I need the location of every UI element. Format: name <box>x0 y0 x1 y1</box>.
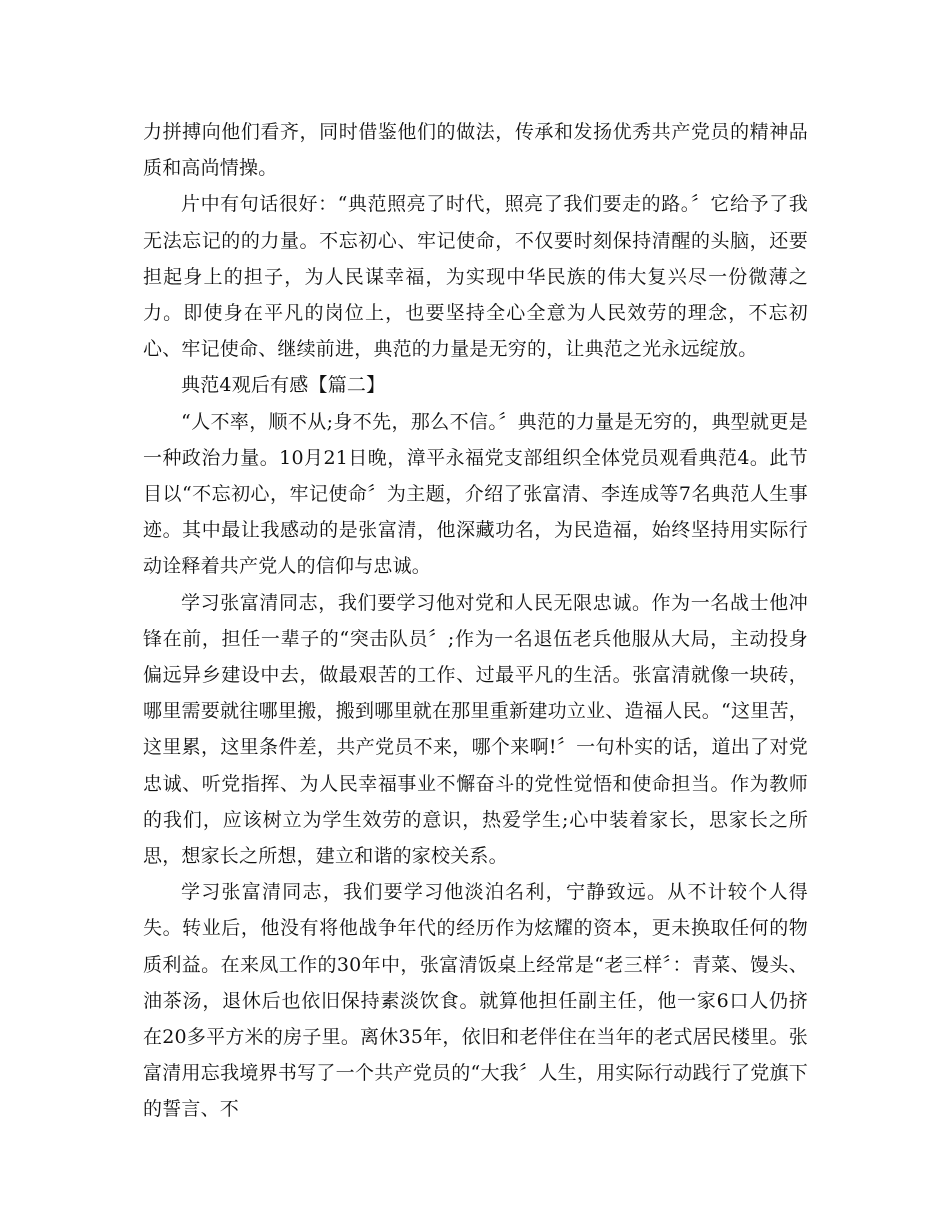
document-body <box>143 114 808 1128</box>
paragraph-indifference-to-fame: 学习张富清同志，我们要学习他淡泊名利，宁静致远。从不计较个人得失。转业后，他没有将他战争年代的经历作为炫耀的资本，更未换取任何的物质利益。在来凤工作的30年中，张富清饭桌上经常是“老三样〞：青菜、馒头、油茶汤，退休后也依旧保持素淡饮食。就算他担任副主任，他一家6口人仍挤在20多平方米的房子里。离休35年，依旧和老伴住在当年的老式居民楼里。张富清用忘我境界书写了一个共产党员的“大我〞人生，用实际行动践行了党旗下的誓言、不 <box>143 881 808 1121</box>
paragraph-continuation: 力拼搏向他们看齐，同时借鉴他们的做法，传承和发扬优秀共产党员的精神品质和高尚情操。 <box>143 121 808 180</box>
paragraph-loyalty: 学习张富清同志，我们要学习他对党和人民无限忠诚。作为一名战士他冲锋在前，担任一辈子的“突击队员〞;作为一名退伍老兵他服从大局，主动投身偏远异乡建设中去，做最艰苦的工作、过最平凡的生活。张富清就像一块砖，哪里需要就往哪里搬，搬到哪里就在那里重新建功立业、造福人民。“这里苦，这里累，这里条件差，共产党员不来，哪个来啊!〞一句朴实的话，道出了对党忠诚、听党指挥、为人民幸福事业不懈奋斗的党性觉悟和使命担当。作为教师的我们，应该树立为学生效劳的意识，热爱学生;心中装着家长，思家长之所思，想家长之所想，建立和谐的家校关系。 <box>143 591 808 868</box>
paragraph-quote-reflection: 片中有句话很好：“典范照亮了时代，照亮了我们要走的路。〞它给予了我无法忘记的的力量。不忘初心、牢记使命，不仅要时刻保持清醒的头脑，还要担起身上的担子，为人民谋幸福，为实现中华民族的伟大复兴尽一份微薄之力。即使身在平凡的岗位上，也要坚持全心全意为人民效劳的理念，不忘初心、牢记使命、继续前进，典范的力量是无穷的，让典范之光永远绽放。 <box>143 193 808 361</box>
section-heading-part-two: 典范4观后有感【篇二】 <box>181 374 386 397</box>
paragraph-intro-part-two: “人不率，顺不从;身不先，那么不信。〞典范的力量是无穷的，典型就更是一种政治力量。10月21日晚，漳平永福党支部组织全体党员观看典范4。此节目以“不忘初心，牢记使命〞为主题，介绍了张富清、李连成等7名典范人生事迹。其中最让我感动的是张富清，他深藏功名，为民造福，始终坚持用实际行动诠释着共产党人的信仰与忠诚。 <box>143 410 808 578</box>
